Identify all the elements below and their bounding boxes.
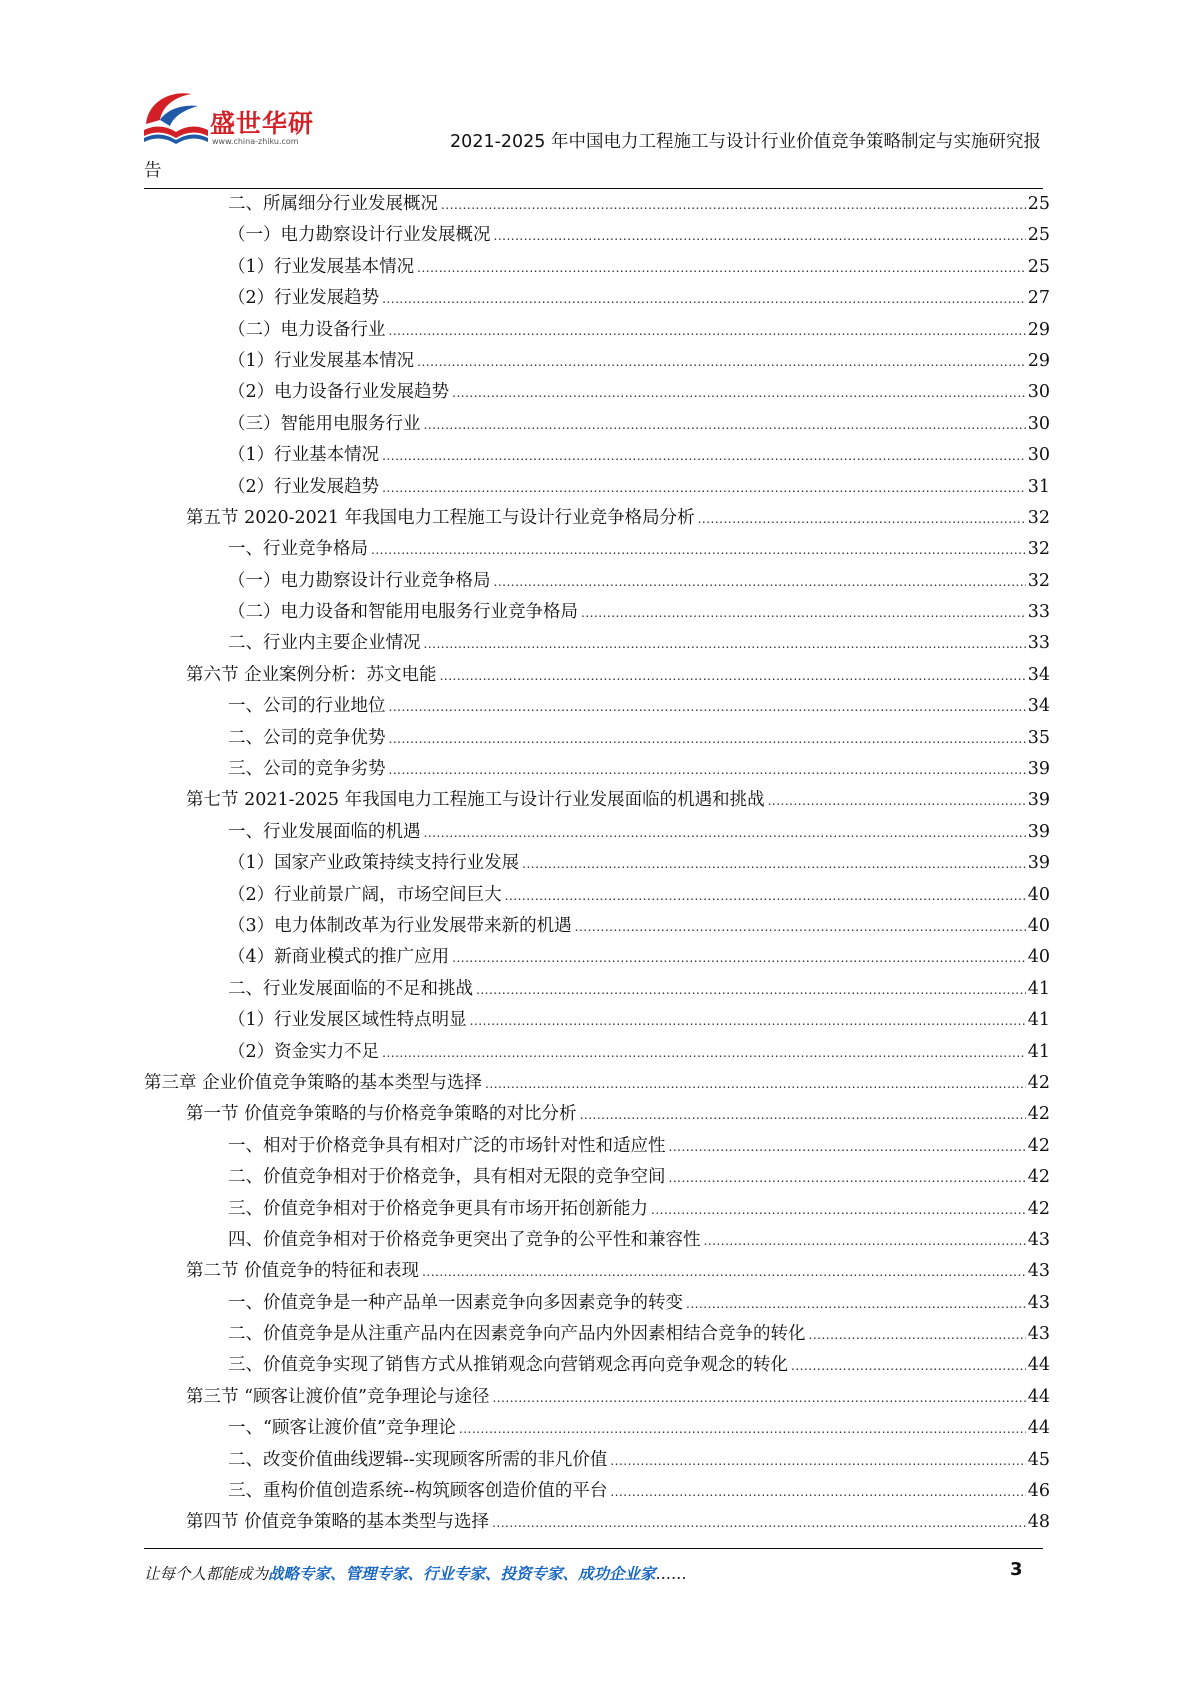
logo-url: www.china-zhiku.com [212, 137, 299, 146]
footer-divider [144, 1548, 1043, 1549]
header-divider [144, 188, 1043, 189]
toc-entry[interactable] [144, 253, 1050, 284]
toc-entry-page: 42 [1027, 1135, 1050, 1156]
toc-dot-leader [485, 1077, 1026, 1091]
toc-entry-page: 40 [1027, 884, 1050, 905]
toc-entry-title: 第三节 “顾客让渡价值”竞争理论与途径 [186, 1386, 490, 1407]
toc-entry[interactable] [144, 755, 1050, 786]
toc-entry-title: 第四节 价值竞争策略的基本类型与选择 [186, 1512, 490, 1533]
toc-entry-page: 31 [1027, 476, 1050, 497]
toc-entry-page: 29 [1027, 319, 1050, 340]
toc-entry-page: 39 [1027, 821, 1050, 842]
toc-dot-leader [389, 700, 1026, 714]
toc-entry[interactable] [144, 1414, 1050, 1445]
toc-entry[interactable] [144, 535, 1050, 566]
toc-dot-leader [382, 481, 1026, 495]
toc-entry-page: 25 [1027, 225, 1050, 246]
toc-entry-title: （1）行业发展基本情况 [228, 256, 415, 277]
toc-entry-title: 三、公司的竞争劣势 [228, 759, 386, 780]
toc-dot-leader [610, 1485, 1025, 1499]
toc-entry-page: 43 [1027, 1324, 1050, 1345]
report-title: 2021-2025 年中国电力工程施工与设计行业价值竞争策略制定与实施研究报 [450, 132, 1041, 152]
toc-dot-leader [417, 355, 1026, 369]
toc-entry-title: 第二节 价值竞争的特征和表现 [186, 1261, 420, 1282]
toc-entry-page: 40 [1027, 947, 1050, 968]
toc-entry-title: 第七节 2021-2025 年我国电力工程施工与设计行业发展面临的机遇和挑战 [186, 790, 765, 811]
toc-entry-page: 30 [1027, 413, 1050, 434]
toc-entry-page: 25 [1027, 256, 1050, 277]
toc-entry-page: 48 [1027, 1512, 1050, 1533]
report-title-continued: 告 [144, 161, 162, 181]
toc-dot-leader [382, 449, 1026, 463]
toc-entry-title: （二）电力设备和智能用电服务行业竞争格局 [228, 602, 578, 623]
toc-dot-leader [492, 1391, 1025, 1405]
toc-entry-page: 33 [1027, 633, 1050, 654]
toc-entry[interactable] [144, 1226, 1050, 1257]
toc-entry-title: 一、相对于价格竞争具有相对广泛的市场针对性和适应性 [228, 1135, 666, 1156]
toc-entry[interactable] [144, 316, 1050, 347]
toc-entry-title: （4）新商业模式的推广应用 [228, 947, 450, 968]
toc-entry[interactable] [144, 598, 1050, 629]
toc-entry-page: 27 [1027, 288, 1050, 309]
toc-entry-title: （2）电力设备行业发展趋势 [228, 382, 450, 403]
toc-entry-page: 41 [1027, 978, 1050, 999]
footer-slogan-prefix: 让每个人都能成为 [144, 1565, 269, 1583]
toc-entry-title: 第六节 企业案例分析：苏文电能 [186, 664, 437, 685]
toc-entry[interactable] [144, 284, 1050, 315]
toc-dot-leader [452, 951, 1026, 965]
toc-entry[interactable] [144, 1163, 1050, 1194]
toc-entry-title: 三、价值竞争相对于价格竞争更具有市场开拓创新能力 [228, 1198, 648, 1219]
toc-entry[interactable] [144, 473, 1050, 504]
toc-entry-title: 二、所属细分行业发展概况 [228, 194, 438, 214]
toc-dot-leader [791, 1359, 1026, 1373]
toc-entry[interactable] [144, 1477, 1050, 1508]
toc-entry-title: 二、行业内主要企业情况 [228, 633, 421, 654]
toc-dot-leader [424, 637, 1026, 651]
toc-entry-title: 一、行业发展面临的机遇 [228, 821, 421, 842]
toc-entry-page: 43 [1027, 1229, 1050, 1250]
toc-entry-title: 二、公司的竞争优势 [228, 727, 386, 748]
toc-entry-page: 39 [1027, 790, 1050, 811]
toc-dot-leader [382, 292, 1026, 306]
toc-entry[interactable] [144, 1100, 1050, 1131]
footer-slogan-highlight: 战略专家、管理专家、行业专家、投资专家、成功企业家 [268, 1564, 656, 1583]
toc-entry-page: 32 [1027, 570, 1050, 591]
toc-dot-leader [505, 889, 1026, 903]
toc-entry[interactable] [144, 1132, 1050, 1163]
toc-entry-title: （2）资金实力不足 [228, 1041, 380, 1062]
toc-entry[interactable] [144, 221, 1050, 252]
toc-entry[interactable] [144, 881, 1050, 912]
toc-entry-page: 39 [1027, 759, 1050, 780]
toc-entry-title: （2）行业发展趋势 [228, 288, 380, 309]
toc-entry-title: （2）行业前景广阔，市场空间巨大 [228, 884, 502, 905]
toc-entry-title: （1）行业发展区域性特点明显 [228, 1010, 467, 1031]
table-of-contents [144, 190, 1050, 1540]
toc-dot-leader [686, 1297, 1026, 1311]
toc-dot-leader [441, 198, 1026, 212]
toc-entry[interactable] [144, 190, 1050, 221]
toc-dot-leader [669, 1140, 1026, 1154]
toc-entry[interactable] [144, 661, 1050, 692]
toc-entry[interactable] [144, 912, 1050, 943]
toc-entry-title: 二、价值竞争相对于价格竞争，具有相对无限的竞争空间 [228, 1167, 666, 1188]
toc-entry-page: 35 [1027, 727, 1050, 748]
toc-entry[interactable] [144, 378, 1050, 409]
toc-dot-leader [382, 1046, 1026, 1060]
toc-entry[interactable] [144, 629, 1050, 660]
toc-entry-title: （1）国家产业政策持续支持行业发展 [228, 853, 520, 874]
toc-entry-title: （三）智能用电服务行业 [228, 413, 421, 434]
toc-entry-title: 二、行业发展面临的不足和挑战 [228, 978, 473, 999]
toc-dot-leader [476, 983, 1026, 997]
toc-dot-leader [424, 418, 1026, 432]
toc-entry-page: 44 [1027, 1418, 1050, 1439]
toc-entry[interactable] [144, 1257, 1050, 1288]
toc-dot-leader [459, 1422, 1026, 1436]
toc-entry-page: 32 [1027, 539, 1050, 560]
toc-entry-page: 30 [1027, 445, 1050, 466]
toc-entry-page: 29 [1027, 350, 1050, 371]
toc-entry-page: 30 [1027, 382, 1050, 403]
toc-dot-leader [494, 575, 1026, 589]
toc-entry[interactable] [144, 504, 1050, 535]
toc-entry[interactable] [144, 1446, 1050, 1477]
toc-entry-title: 一、行业竞争格局 [228, 539, 368, 560]
toc-dot-leader [389, 763, 1026, 777]
toc-entry-title: （一）电力勘察设计行业发展概况 [228, 225, 491, 246]
toc-entry-title: 第三章 企业价值竞争策略的基本类型与选择 [144, 1072, 483, 1093]
toc-entry[interactable] [144, 1006, 1050, 1037]
toc-entry-title: （1）行业基本情况 [228, 445, 380, 466]
toc-entry-page: 46 [1027, 1481, 1050, 1502]
logo-name: 盛世华研 [210, 109, 315, 138]
toc-entry[interactable] [144, 1320, 1050, 1351]
toc-entry[interactable] [144, 724, 1050, 755]
toc-entry-page: 42 [1027, 1072, 1050, 1093]
toc-dot-leader [452, 386, 1026, 400]
toc-dot-leader [698, 512, 1026, 526]
toc-entry[interactable] [144, 1038, 1050, 1069]
toc-entry[interactable] [144, 975, 1050, 1006]
toc-entry-title: 二、价值竞争是从注重产品内在因素竞争向产品内外因素相结合竞争的转化 [228, 1324, 806, 1345]
toc-entry[interactable] [144, 818, 1050, 849]
footer-slogan [144, 1562, 687, 1584]
toc-entry-page: 32 [1027, 507, 1050, 528]
toc-dot-leader [809, 1328, 1026, 1342]
toc-dot-leader [371, 543, 1026, 557]
toc-entry-title: （二）电力设备行业 [228, 319, 386, 340]
toc-dot-leader [470, 1014, 1026, 1028]
toc-entry[interactable] [144, 1383, 1050, 1414]
toc-dot-leader [575, 920, 1026, 934]
toc-entry[interactable] [144, 943, 1050, 974]
toc-dot-leader [492, 1516, 1026, 1530]
toc-entry-title: 一、“顾客让渡价值”竞争理论 [228, 1418, 456, 1439]
toc-dot-leader [389, 324, 1026, 338]
toc-entry-title: 第五节 2020-2021 年我国电力工程施工与设计行业竞争格局分析 [186, 507, 695, 528]
toc-entry-page: 45 [1027, 1449, 1050, 1470]
toc-entry-title: 三、价值竞争实现了销售方式从推销观念向营销观念再向竞争观念的转化 [228, 1355, 788, 1376]
toc-entry[interactable] [144, 1508, 1050, 1539]
toc-dot-leader [768, 794, 1026, 808]
toc-entry[interactable] [144, 441, 1050, 472]
toc-dot-leader [651, 1203, 1026, 1217]
toc-entry-title: （2）行业发展趋势 [228, 476, 380, 497]
toc-entry-title: （一）电力勘察设计行业竞争格局 [228, 570, 491, 591]
toc-dot-leader [494, 229, 1026, 243]
toc-entry[interactable] [144, 1289, 1050, 1320]
toc-entry-title: 四、价值竞争相对于价格竞争更突出了竞争的公平性和兼容性 [228, 1229, 701, 1250]
toc-entry-title: （1）行业发展基本情况 [228, 350, 415, 371]
toc-entry-title: 一、公司的行业地位 [228, 696, 386, 717]
toc-dot-leader [610, 1454, 1025, 1468]
toc-entry-page: 39 [1027, 853, 1050, 874]
toc-entry[interactable] [144, 786, 1050, 817]
toc-dot-leader [389, 732, 1026, 746]
toc-dot-leader [440, 669, 1026, 683]
footer-slogan-suffix: …… [655, 1565, 687, 1583]
toc-entry[interactable] [144, 1195, 1050, 1226]
toc-entry-page: 40 [1027, 915, 1050, 936]
toc-entry-page: 43 [1027, 1292, 1050, 1313]
toc-dot-leader [704, 1234, 1026, 1248]
toc-dot-leader [581, 606, 1026, 620]
toc-entry-page: 43 [1027, 1261, 1050, 1282]
toc-entry-page: 34 [1027, 664, 1050, 685]
toc-entry[interactable] [144, 347, 1050, 378]
toc-entry-title: 第一节 价值竞争策略的与价格竞争策略的对比分析 [186, 1104, 577, 1125]
toc-dot-leader [580, 1108, 1026, 1122]
toc-entry[interactable] [144, 1351, 1050, 1382]
toc-dot-leader [422, 1265, 1026, 1279]
toc-entry-page: 42 [1027, 1104, 1050, 1125]
toc-entry-page: 41 [1027, 1041, 1050, 1062]
toc-entry-page: 42 [1027, 1198, 1050, 1219]
toc-entry[interactable] [144, 1069, 1050, 1100]
toc-entry[interactable] [144, 410, 1050, 441]
toc-entry[interactable] [144, 692, 1050, 723]
toc-entry-title: 二、改变价值曲线逻辑--实现顾客所需的非凡价值 [228, 1449, 608, 1470]
toc-entry-title: 三、重构价值创造系统--构筑顾客创造价值的平台 [228, 1481, 608, 1502]
toc-dot-leader [424, 826, 1026, 840]
toc-entry[interactable] [144, 567, 1050, 598]
toc-entry-page: 44 [1027, 1355, 1050, 1376]
toc-entry-page: 41 [1027, 1010, 1050, 1031]
toc-dot-leader [669, 1171, 1026, 1185]
toc-entry-page: 25 [1027, 194, 1050, 214]
toc-entry-page: 42 [1027, 1167, 1050, 1188]
toc-entry-page: 34 [1027, 696, 1050, 717]
toc-entry[interactable] [144, 849, 1050, 880]
toc-entry-page: 44 [1027, 1386, 1050, 1407]
toc-dot-leader [417, 261, 1026, 275]
toc-dot-leader [522, 857, 1026, 871]
toc-entry-title: （3）电力体制改革为行业发展带来新的机遇 [228, 915, 572, 936]
toc-entry-page: 33 [1027, 602, 1050, 623]
toc-entry-title: 一、价值竞争是一种产品单一因素竞争向多因素竞争的转变 [228, 1292, 683, 1313]
page-number: 3 [1010, 1559, 1023, 1580]
